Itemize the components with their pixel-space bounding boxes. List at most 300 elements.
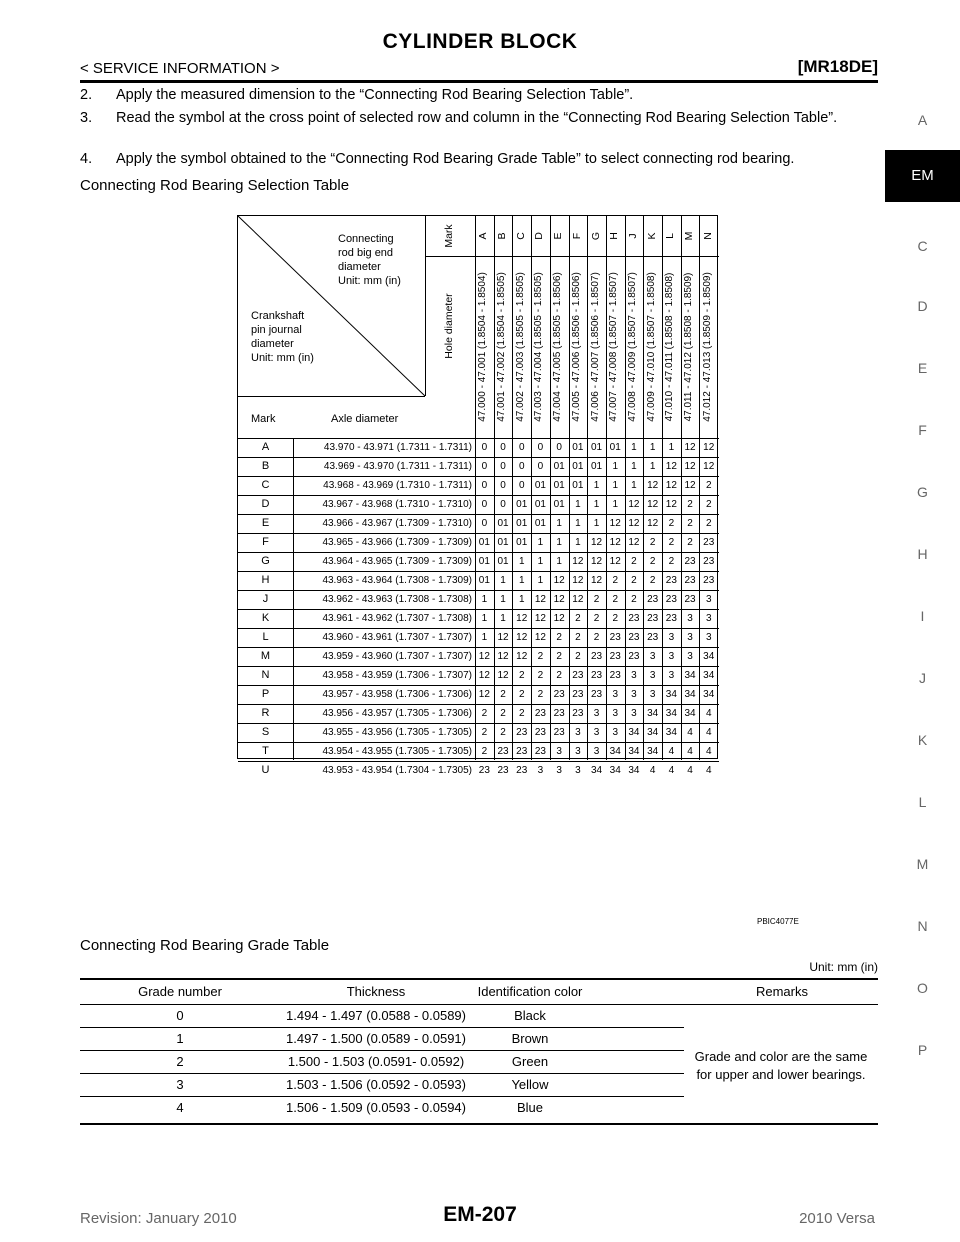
table-cell: 3 [705,594,712,605]
table-cell: 3 [705,613,712,624]
table-cell: 1 [575,537,581,548]
remarks-text: Grade and color are the same for upper and lower bearings. [694,1049,868,1082]
table-cell: 1 [556,537,562,548]
row-mark: J [262,593,269,605]
column-range: 47.007 - 47.008 (1.8507 - 1.8507) [608,272,620,422]
table-cell: 1 [593,499,600,510]
table-cell: 3 [556,765,562,776]
table-cell: 1 [481,594,488,605]
column-range: 47.008 - 47.009 (1.8507 - 1.8507) [626,272,638,422]
table-cell: 34 [609,765,621,776]
table-cell: 3 [612,708,619,719]
table-cell: 2 [687,537,693,548]
hole-diameter-header: Hole diameter [443,293,455,359]
table-cell: 12 [628,499,640,510]
table-cell: 2 [705,499,712,510]
table-cell: 23 [647,632,659,643]
table-cell: 3 [668,670,675,681]
table-cell: 01 [572,480,584,491]
grade-number: 4 [176,1100,184,1115]
table-cell: 23 [609,651,621,662]
grade-row-rule [80,1073,684,1074]
table-cell: 1 [575,499,581,510]
column-range: 47.010 - 47.011 (1.8508 - 1.8508) [664,272,676,422]
table-cell: 01 [534,499,546,510]
table-cell: 1 [612,480,619,491]
table-cell: 01 [478,556,490,567]
table-cell: 01 [590,442,603,453]
identification-color: Green [511,1054,549,1069]
table-cell: 23 [572,689,584,700]
table-cell: 4 [705,746,712,757]
table-cell: 01 [497,537,509,548]
side-index-m[interactable]: M [916,856,929,872]
table-cell: 01 [590,461,603,472]
table-cell: 34 [628,746,640,757]
row-mark: R [261,707,270,719]
row-mark-header: Mark [251,413,276,425]
table-cell: 12 [497,670,509,681]
table-cell: 12 [628,537,640,548]
table-cell: 4 [705,708,712,719]
table-cell: 4 [705,765,712,776]
column-mark: A [477,232,490,240]
side-index-g[interactable]: G [917,484,928,500]
table-cell: 0 [518,442,525,453]
table-cell: 12 [497,651,509,662]
column-mark: N [701,232,714,240]
column-range: 47.012 - 47.013 (1.8509 - 1.8509) [701,272,713,422]
table-cell: 3 [593,708,600,719]
table-cell: 34 [665,727,677,738]
row-mark: B [261,460,270,472]
table-cell: 3 [575,727,581,738]
table-cell: 01 [553,480,565,491]
table-cell: 23 [684,594,696,605]
table-cell: 23 [478,765,490,776]
table-cell: 3 [668,632,675,643]
side-index-l[interactable]: L [918,794,927,810]
row-mark: D [261,498,270,510]
table-cell: 34 [647,727,659,738]
row-mark: E [261,517,270,529]
table-cell: 23 [609,632,621,643]
table-cell: 12 [553,613,565,624]
table-cell: 34 [628,765,640,776]
row-mark: H [261,574,270,586]
table-cell: 12 [534,632,546,643]
table-cell: 1 [593,518,600,529]
table-cell: 0 [537,442,544,453]
row-axle-diameter: 43.966 - 43.967 (1.7309 - 1.7310) [322,518,472,529]
step-number: 4. [80,151,93,167]
table-cell: 2 [649,537,656,548]
table-cell: 3 [687,613,693,624]
table-cell: 2 [537,670,544,681]
table-cell: 2 [500,727,506,738]
mark-row-line [425,256,719,257]
grade-row-rule [80,1027,684,1028]
row-axle-diameter: 43.956 - 43.957 (1.7305 - 1.7306) [322,708,472,719]
table-cell: 23 [497,746,509,757]
grade-number: 3 [176,1077,184,1092]
table-cell: 01 [572,461,584,472]
table-cell: 34 [665,708,677,719]
table-cell: 0 [481,480,488,491]
table-cell: 2 [668,556,675,567]
column-mark: F [570,232,583,240]
row-mark: A [261,441,270,453]
column-range: 47.003 - 47.004 (1.8505 - 1.8505) [533,272,545,422]
row-axle-diameter: 43.967 - 43.968 (1.7310 - 1.7310) [322,499,472,510]
table-cell: 12 [684,461,696,472]
column-range: 47.006 - 47.007 (1.8506 - 1.8507) [589,272,601,422]
grade-top-rule [80,978,878,980]
corner-top-label: Connecting rod big end diameter Unit: mm (in) [338,233,401,287]
corner-bottom-line [238,396,425,397]
table-cell: 23 [590,651,603,662]
connecting-rod-bearing-grade-table [80,978,878,1128]
table-cell: 1 [481,613,488,624]
row-mark: P [261,688,270,700]
step-text: Read the symbol at the cross point of selected row and column in the “Connecting Rod Bearing Selection Table”. [116,110,838,126]
table-cell: 1 [537,537,544,548]
table-cell: 12 [553,575,565,586]
row-axle-diameter: 43.955 - 43.956 (1.7305 - 1.7305) [322,727,472,738]
table-cell: 2 [705,518,712,529]
grade-number: 2 [176,1054,184,1069]
table-cell: 0 [500,442,506,453]
table-cell: 3 [631,689,637,700]
thickness-header: Thickness [346,984,406,999]
row-axle-diameter: 43.964 - 43.965 (1.7309 - 1.7309) [322,556,472,567]
color-header: Identification color [477,984,583,999]
table-cell: 34 [684,708,696,719]
table-cell: 2 [518,689,525,700]
table-cell: 23 [703,537,715,548]
table-cell: 12 [665,461,677,472]
table-cell: 1 [612,461,619,472]
table-cell: 12 [703,461,715,472]
side-index-c[interactable]: C [917,238,928,254]
table-cell: 2 [649,575,656,586]
table-cell: 12 [684,442,696,453]
table-cell: 01 [553,499,565,510]
header-rule [80,80,878,83]
table-cell: 1 [631,480,637,491]
table-cell: 01 [478,575,490,586]
table-cell: 34 [628,727,640,738]
table-cell: 23 [553,708,565,719]
grade-row-rule [80,1050,684,1051]
row-mark: U [261,764,270,776]
identification-color: Brown [511,1031,549,1046]
table-cell: 0 [500,461,506,472]
table-cell: 2 [631,556,637,567]
step-number: 3. [80,110,93,126]
table-cell: 4 [687,746,693,757]
table-cell: 23 [572,708,584,719]
side-index-n[interactable]: N [917,918,928,934]
row-axle-diameter: 43.953 - 43.954 (1.7304 - 1.7305) [322,765,472,776]
table-cell: 0 [518,461,525,472]
table-cell: 2 [500,708,506,719]
table-cell: 2 [687,499,693,510]
table-cell: 23 [534,746,546,757]
table-cell: 2 [612,575,619,586]
column-range: 47.000 - 47.001 (1.8504 - 1.8504) [477,272,489,422]
row-axle-diameter: 43.954 - 43.955 (1.7305 - 1.7305) [322,746,472,757]
table-cell: 12 [609,518,621,529]
table-cell: 1 [649,461,656,472]
identification-color: Blue [516,1100,544,1115]
table-cell: 2 [537,689,544,700]
row-axle-diameter: 43.959 - 43.960 (1.7307 - 1.7307) [322,651,472,662]
table-cell: 12 [478,689,490,700]
side-index-a[interactable]: A [917,112,928,128]
table-cell: 34 [703,689,715,700]
table-cell: 23 [609,670,621,681]
table-cell: 0 [500,480,506,491]
table-cell: 01 [516,537,528,548]
table-cell: 23 [703,556,715,567]
side-index-o[interactable]: O [917,980,928,996]
table-cell: 2 [668,537,675,548]
table-cell: 23 [534,727,546,738]
column-mark: H [608,232,621,240]
step-text: Apply the measured dimension to the “Connecting Rod Bearing Selection Table”. [116,87,634,103]
table-cell: 23 [628,651,640,662]
table-cell: 23 [516,727,528,738]
table-cell: 23 [703,575,715,586]
table-cell: 2 [687,518,693,529]
table-cell: 01 [534,480,546,491]
table-cell: 34 [684,689,696,700]
thickness-value: 1.500 - 1.503 (0.0591- 0.0592) [287,1054,465,1069]
side-index-f[interactable]: F [918,422,927,438]
table-cell: 12 [609,537,621,548]
thickness-value: 1.506 - 1.509 (0.0593 - 0.0594) [286,1100,466,1115]
table-cell: 3 [705,632,712,643]
table-cell: 3 [649,651,656,662]
table-cell: 3 [687,651,693,662]
side-index-active-tab[interactable]: EM [885,150,960,202]
grade-table-unit: Unit: mm (in) [809,960,878,974]
table-cell: 2 [631,575,637,586]
row-mark: T [262,745,269,757]
table-cell: 23 [516,765,528,776]
table-cell: 2 [481,746,488,757]
table-cell: 12 [647,499,659,510]
table-cell: 2 [481,727,488,738]
table-cell: 3 [612,689,619,700]
table-cell: 2 [556,670,562,681]
table-cell: 12 [703,442,715,453]
table-cell: 01 [478,537,490,548]
table-cell: 2 [575,651,581,662]
table-cell: 23 [665,575,677,586]
column-mark: K [645,232,658,240]
side-index-p[interactable]: P [917,1042,928,1058]
table-cell: 0 [518,480,525,491]
table-cell: 34 [590,765,603,776]
table-cell: 1 [518,575,525,586]
table-cell: 3 [631,670,637,681]
table-cell: 2 [575,613,581,624]
table-cell: 4 [687,765,693,776]
step-number: 2. [80,87,93,103]
table-cell: 2 [593,594,600,605]
table-cell: 1 [500,613,506,624]
table-cell: 12 [478,651,490,662]
side-index-h[interactable]: H [917,546,928,562]
table-cell: 34 [665,689,677,700]
table-cell: 3 [593,727,600,738]
table-cell: 2 [481,708,488,719]
table-cell: 12 [516,632,528,643]
table-cell: 2 [612,594,619,605]
column-mark: M [683,231,696,241]
table-cell: 4 [649,765,656,776]
table-cell: 1 [556,518,562,529]
grade-number: 1 [176,1031,184,1046]
grade-row-rule [80,1096,684,1097]
table-cell: 2 [556,632,562,643]
table-cell: 3 [668,651,675,662]
grade-bottom-rule [80,1123,878,1125]
table-cell: 2 [668,518,675,529]
table-cell: 12 [534,613,546,624]
table-cell: 34 [609,746,621,757]
table-cell: 0 [537,461,544,472]
table-cell: 01 [497,518,509,529]
table-cell: 23 [534,708,546,719]
table-cell: 3 [556,746,562,757]
table-cell: 2 [537,651,544,662]
table-cell: 23 [516,746,528,757]
row-mark: L [262,631,269,643]
table-cell: 12 [572,575,584,586]
figure-id: PBIC4077E [757,917,799,926]
table-cell: 0 [481,518,488,529]
table-cell: 3 [575,765,581,776]
header-split-line [425,216,426,396]
table-cell: 12 [609,556,621,567]
row-axle-diameter: 43.969 - 43.970 (1.7311 - 1.7311) [323,461,472,472]
side-index-d[interactable]: D [917,298,928,314]
column-mark: J [626,233,639,239]
table-cell: 1 [518,556,525,567]
table-cell: 1 [593,480,600,491]
side-index-k[interactable]: K [917,732,928,748]
table-cell: 34 [684,670,696,681]
row-axle-diameter: 43.957 - 43.958 (1.7306 - 1.7306) [322,689,472,700]
table-cell: 12 [516,651,528,662]
table-cell: 3 [575,746,581,757]
table-cell: 12 [665,499,677,510]
column-mark: E [552,232,565,240]
table-cell: 1 [500,594,506,605]
table-cell: 0 [481,461,488,472]
side-index-j[interactable]: J [919,670,926,686]
table-cell: 12 [497,632,509,643]
table-cell: 34 [703,670,715,681]
thickness-value: 1.503 - 1.506 (0.0592 - 0.0593) [286,1077,466,1092]
mark-header: Mark [443,224,455,248]
column-mark: C [514,232,527,240]
table-cell: 12 [647,518,659,529]
table-cell: 12 [572,556,584,567]
model-name: 2010 Versa [799,1210,875,1227]
side-index-i[interactable]: I [920,608,925,624]
table-cell: 2 [631,594,637,605]
row-axle-diameter: 43.965 - 43.966 (1.7309 - 1.7309) [322,537,472,548]
corner-bottom-label: Crankshaft pin journal diameter Unit: mm (in) [251,310,314,364]
table-cell: 2 [500,689,506,700]
column-mark: D [533,232,546,240]
grade-header-rule [80,1004,878,1005]
table-cell: 2 [556,651,562,662]
grade-number: 0 [176,1008,184,1023]
table-cell: 4 [668,746,675,757]
column-mark: B [496,232,509,240]
table-cell: 1 [631,461,637,472]
table-cell: 23 [628,632,640,643]
table-cell: 1 [518,594,525,605]
revision-date: Revision: January 2010 [80,1210,237,1227]
table-cell: 12 [590,537,603,548]
selection-table-caption: Connecting Rod Bearing Selection Table [80,177,350,194]
page-number: EM-207 [443,1203,517,1226]
table-cell: 1 [556,556,562,567]
table-cell: 23 [684,556,696,567]
row-mark: C [261,479,270,491]
engine-code: [MR18DE] [797,57,878,76]
table-cell: 2 [593,613,600,624]
table-cell: 23 [665,594,677,605]
table-cell: 0 [481,442,488,453]
table-cell: 1 [537,556,544,567]
step-text: Apply the symbol obtained to the “Connecting Rod Bearing Grade Table” to select connecting rod bearing. [116,151,795,167]
column-range: 47.009 - 47.010 (1.8507 - 1.8508) [645,272,657,422]
table-cell: 12 [516,613,528,624]
table-cell: 12 [647,480,659,491]
table-cell: 3 [631,708,637,719]
table-cell: 23 [684,575,696,586]
table-cell: 2 [612,613,619,624]
table-cell: 1 [500,575,506,586]
table-cell: 01 [534,518,546,529]
table-cell: 3 [593,746,600,757]
axle-diameter-header: Axle diameter [331,413,399,425]
row-axle-diameter: 43.961 - 43.962 (1.7307 - 1.7308) [322,613,472,624]
table-cell: 3 [687,632,693,643]
row-axle-diameter: 43.963 - 43.964 (1.7308 - 1.7309) [322,575,472,586]
table-cell: 4 [668,765,675,776]
table-cell: 23 [572,670,584,681]
table-cell: 12 [590,575,603,586]
section-subheading: < SERVICE INFORMATION > [80,60,280,77]
table-cell: 12 [665,480,677,491]
table-cell: 01 [497,556,509,567]
side-index-e[interactable]: E [917,360,928,376]
table-cell: 23 [590,689,603,700]
column-range: 47.005 - 47.006 (1.8506 - 1.8506) [570,272,582,422]
table-cell: 23 [647,613,659,624]
table-cell: 2 [705,480,712,491]
table-cell: 23 [628,613,640,624]
table-cell: 23 [665,613,677,624]
